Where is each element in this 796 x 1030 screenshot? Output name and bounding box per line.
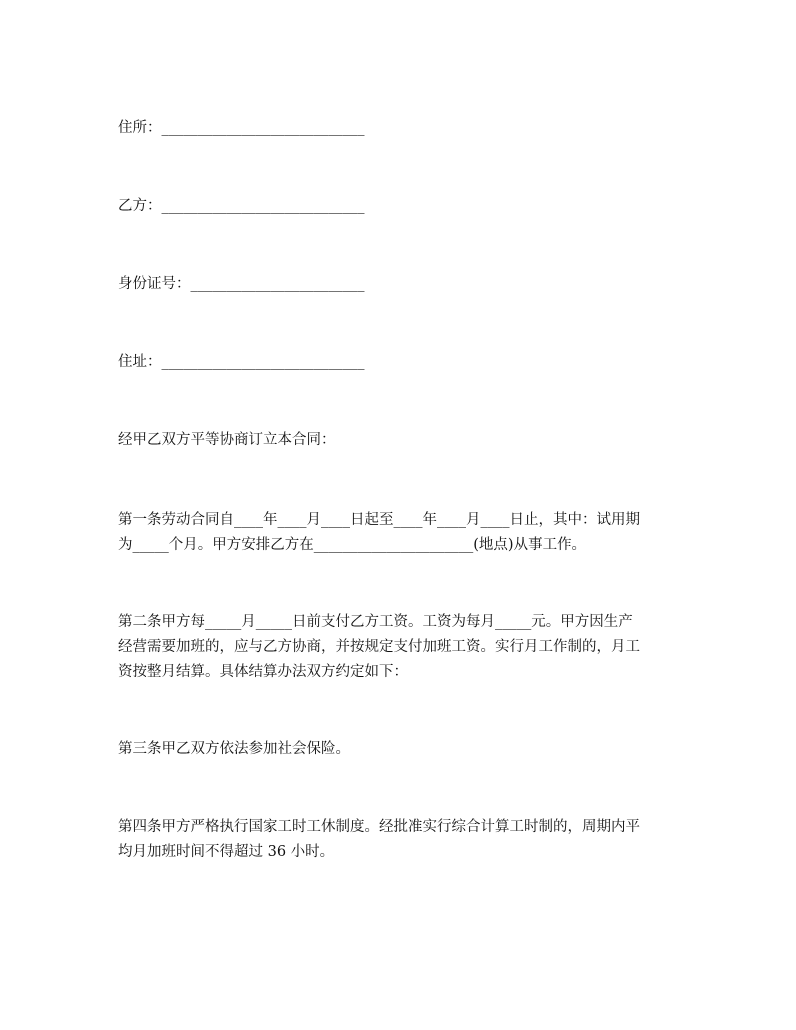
- id-number-field: 身份证号：________________________: [118, 276, 365, 292]
- article-1: [118, 508, 690, 558]
- intro-text: 经甲乙双方平等协商订立本合同：: [118, 432, 336, 448]
- article-2-line-2: 经营需要加班的，应与乙方协商，并按规定支付加班工资。实行月工作制的，月工: [118, 639, 640, 655]
- article-2-line-3: 资按整月结算。具体结算办法双方约定如下：: [118, 664, 408, 680]
- article-3: [118, 737, 690, 762]
- article-4: [118, 815, 690, 865]
- article-1-line-2: 为_____个月。甲方安排乙方在______________________(地点)从事工作。: [118, 537, 587, 553]
- address-field: 住址：____________________________: [118, 354, 365, 370]
- residence-field: 住所：____________________________: [118, 120, 365, 136]
- article-4-line-1: 第四条甲方严格执行国家工时工休制度。经批准实行综合计算工时制的，周期内平: [118, 819, 640, 835]
- article-2-line-1: 第二条甲方每_____月_____日前支付乙方工资。工资为每月_____元。甲方因生产: [118, 614, 633, 630]
- article-4-line-2: 均月加班时间不得超过 36 小时。: [118, 844, 335, 860]
- party-b-field: 乙方：____________________________: [118, 198, 365, 214]
- article-3-line-1: 第三条甲乙双方依法参加社会保险。: [118, 741, 350, 757]
- article-1-line-1: 第一条劳动合同自____年____月____日起至____年____月____日止，其中：试用期: [118, 512, 640, 528]
- article-2: [118, 610, 690, 685]
